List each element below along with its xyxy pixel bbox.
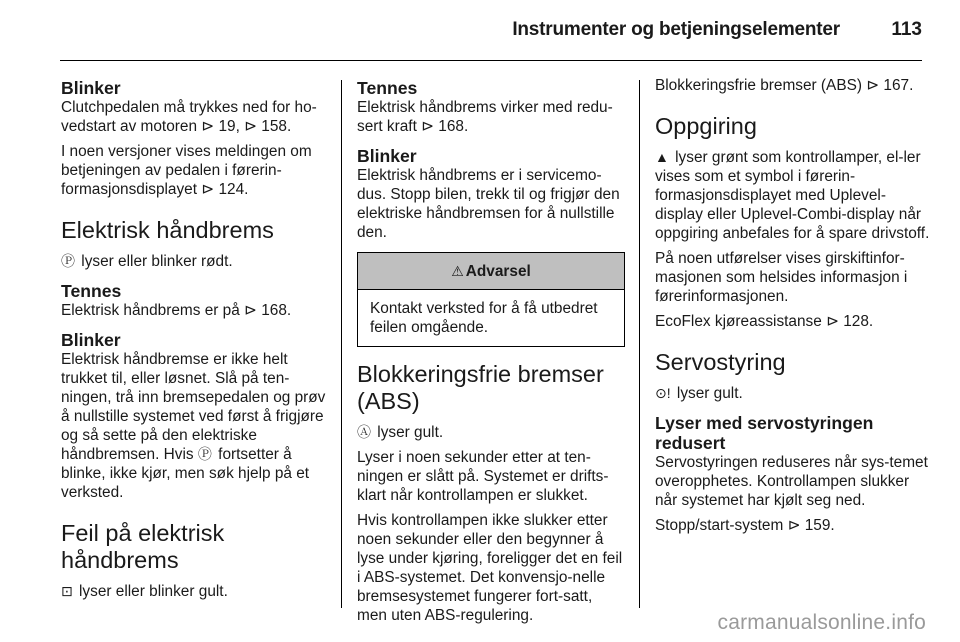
parking-brake-icon: Ⓟ <box>61 253 75 269</box>
upshift-icon: ▲ <box>655 149 669 165</box>
heading-tennes: Tennes <box>61 281 122 301</box>
heading-blinker: Blinker <box>357 146 417 166</box>
running-title: Instrumenter og betjeningselementer <box>512 19 840 40</box>
heading-abs: Blokkeringsfrie bremser (ABS) <box>357 361 604 414</box>
heading-elektrisk-handbrems: Elektrisk håndbrems <box>61 217 274 243</box>
abs-icon: Ⓐ <box>357 424 371 440</box>
heading-tennes: Tennes <box>357 78 418 98</box>
heading-servostyring: Servostyring <box>655 349 786 375</box>
paragraph: Ⓟ lyser eller blinker rødt. <box>61 253 233 270</box>
column-2 <box>357 76 625 631</box>
heading-blinker: Blinker <box>61 78 121 98</box>
paragraph: I noen versjoner vises meldingen om betjeningen av pedalen i førerin-formasjonsdisplayet ⊳ 124. <box>61 143 312 198</box>
paragraph: Blokkeringsfrie bremser (ABS) ⊳ 167. <box>655 77 914 94</box>
paragraph: På noen utførelser vises girskiftinfor-masjonen som helsides informasjon i førerinformasjonen. <box>655 250 908 305</box>
paragraph: ⊙! lyser gult. <box>655 385 743 402</box>
paragraph: Elektrisk håndbremse er ikke helt trukket til, eller løsnet. Slå på ten-ningen, trå inn bremsepedalen og prøv å nullstille systemet ved først å frigjøre og så sette på den elektriske håndbremsen. Hvis Ⓟ fortsetter å blinke, ikke kjør, men søk hjelp på et verksted. <box>61 351 326 501</box>
header-rule <box>60 60 922 61</box>
warning-header: ⚠ Advarsel <box>358 253 624 290</box>
column-3 <box>655 76 930 541</box>
paragraph: Ⓐ lyser gult. <box>357 424 444 441</box>
heading-blinker: Blinker <box>61 330 121 350</box>
paragraph: Elektrisk håndbrems virker med redu-sert kraft ⊳ 168. <box>357 99 613 135</box>
steering-icon: ⊙! <box>655 385 671 401</box>
heading-servo-redusert: Lyser med servostyringen redusert <box>655 413 874 453</box>
paragraph: Lyser i noen sekunder etter at ten-ningen er slått på. Systemet er drifts-klart når kontrollampen er slukket. <box>357 449 609 504</box>
paragraph: ⊡ lyser eller blinker gult. <box>61 583 228 600</box>
paragraph: Clutchpedalen må trykkes ned for ho-vedstart av motoren ⊳ 19, ⊳ 158. <box>61 99 317 135</box>
column-divider-1 <box>341 80 342 608</box>
paragraph: Hvis kontrollampen ikke slukker etter noen sekunder eller den begynner å lyse under kjøring, foreligger det en feil i ABS-systemet. Det konvensjo-nelle bremsesystemet fungerer fort-satt, men uten ABS-regulering. <box>357 512 623 624</box>
paragraph: Elektrisk håndbrems er på ⊳ 168. <box>61 302 292 319</box>
heading-feil-elektrisk-handbrems: Feil på elektrisk håndbrems <box>61 520 225 573</box>
heading-oppgiring: Oppgiring <box>655 113 757 139</box>
page-header <box>0 0 960 60</box>
paragraph: EcoFlex kjøreassistanse ⊳ 128. <box>655 313 874 330</box>
paragraph: Servostyringen reduseres når sys-temet overopphetes. Kontrollampen slukker når systemet har kjølt seg ned. <box>655 454 928 509</box>
column-divider-2 <box>639 80 640 608</box>
brake-fault-icon: ⊡ <box>61 583 73 599</box>
column-1 <box>61 76 327 607</box>
warning-text: Kontakt verksted for å få utbedret feilen omgående. <box>370 300 598 336</box>
warning-box <box>357 252 625 347</box>
warning-triangle-icon: ⚠ <box>451 263 464 279</box>
parking-brake-icon: Ⓟ <box>197 446 212 462</box>
paragraph: Elektrisk håndbrems er i servicemo-dus. Stopp bilen, trekk til og frigjør den elektriske håndbremsen for å nullstille den. <box>357 167 620 241</box>
paragraph: ▲ lyser grønt som kontrollamper, el-ler vises som et symbol i førerin-formasjonsdisplayet med Uplevel-display eller Uplevel-Combi-display når oppgiring anbefales for å spare drivstoff. <box>655 149 930 242</box>
page-number: 113 <box>891 19 922 40</box>
watermark: carmanualsonline.info <box>717 611 926 634</box>
paragraph: Stopp/start-system ⊳ 159. <box>655 517 835 534</box>
